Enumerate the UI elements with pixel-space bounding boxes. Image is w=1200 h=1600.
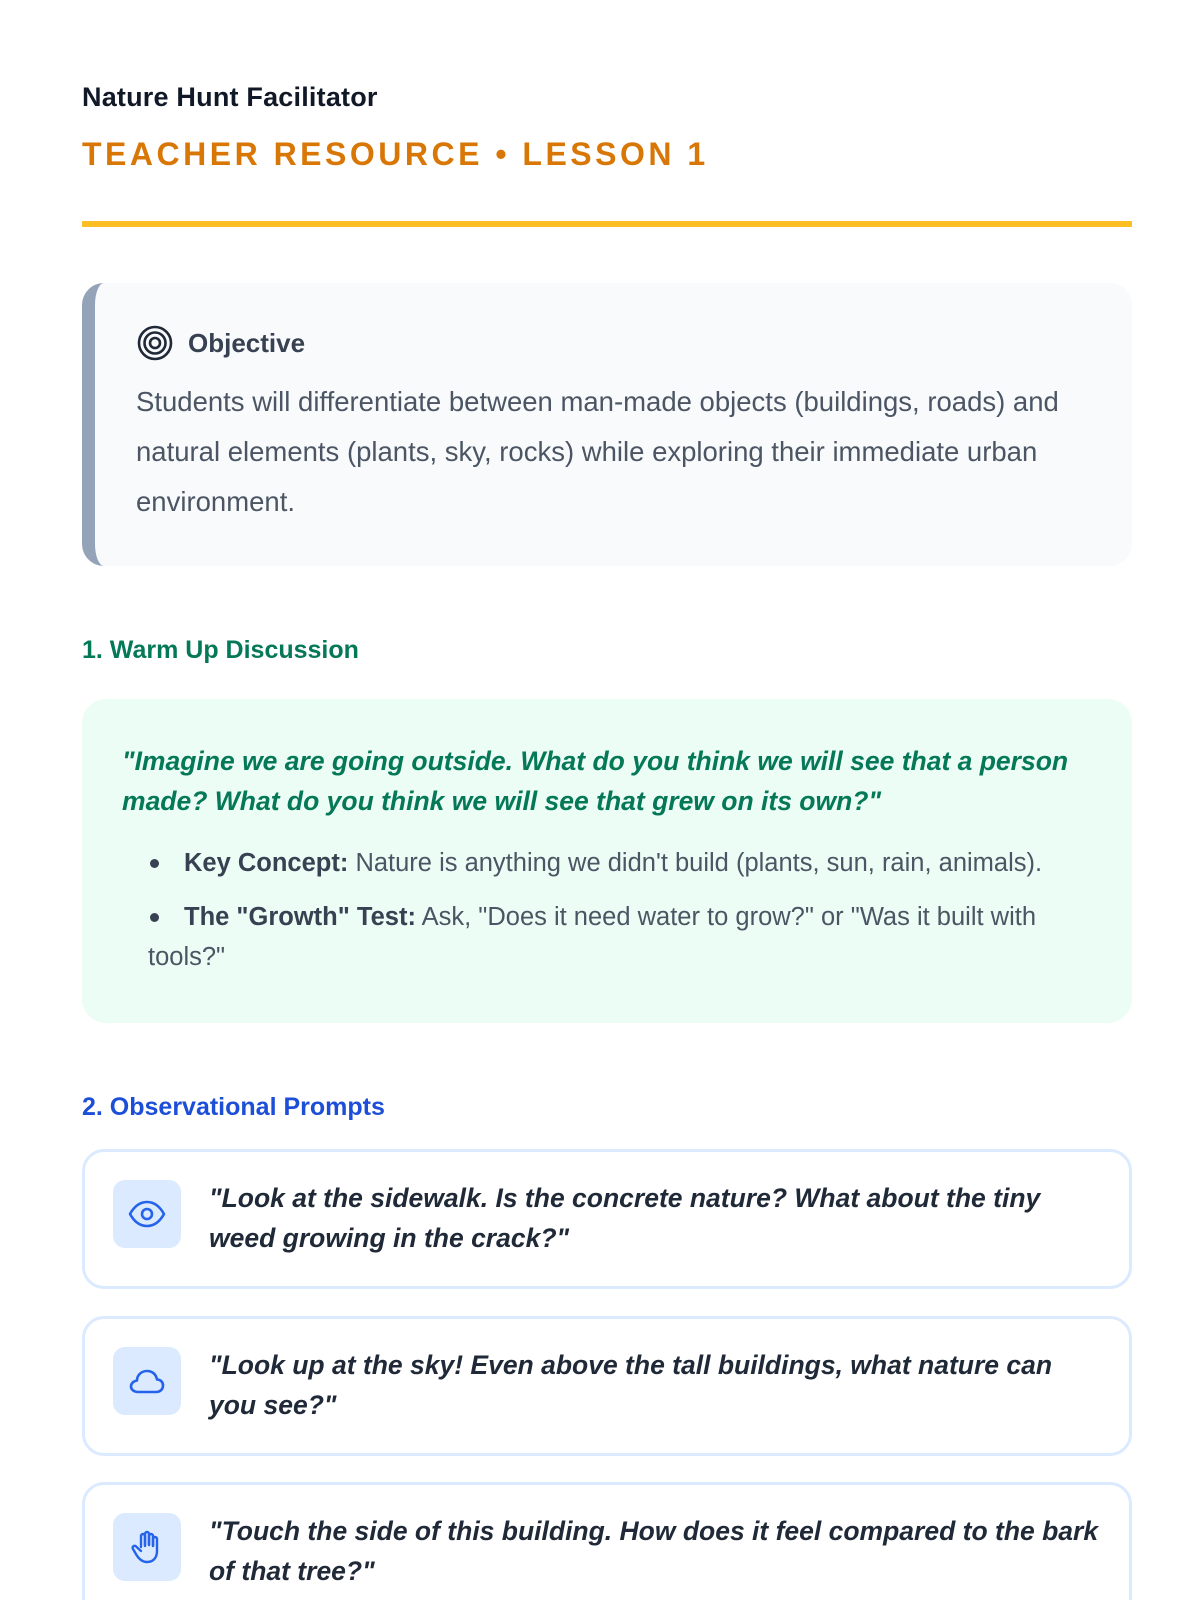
target-icon: [136, 324, 174, 362]
warmup-quote: "Imagine we are going outside. What do you think we will see that a person made? What do you think we will see that grew on its own?": [122, 746, 1069, 816]
prompt-card: [82, 1482, 1132, 1600]
prompt-text: "Touch the side of this building. How does it feel compared to the bark of that tree?": [209, 1516, 1099, 1586]
objective-title: Objective: [188, 327, 306, 358]
list-item: [122, 843, 1102, 883]
prompts-heading: 2. Observational Prompts: [82, 1093, 385, 1121]
bullet-icon: [150, 859, 159, 868]
eye-icon: [113, 1180, 181, 1248]
prompt-text: "Look at the sidewalk. Is the concrete nature? What about the tiny weed growing in the crack?": [209, 1183, 1041, 1253]
warmup-heading: 1. Warm Up Discussion: [82, 636, 359, 664]
prompt-card: [82, 1316, 1132, 1456]
header-divider: [82, 221, 1132, 227]
warmup-list: [122, 843, 1102, 977]
list-item-label: Key Concept:: [184, 849, 349, 877]
lesson-subtitle: TEACHER RESOURCE • LESSON 1: [82, 136, 709, 172]
hand-icon: [113, 1513, 181, 1581]
objective-card: [82, 283, 1132, 566]
list-item-label: The "Growth" Test:: [184, 903, 416, 931]
objective-text: Students will differentiate between man-made objects (buildings, roads) and natural elements (plants, sky, rocks) while exploring their immediate urban environment.: [136, 386, 1059, 517]
bullet-icon: [150, 913, 159, 922]
prompt-card: [82, 1149, 1132, 1289]
app-title: Nature Hunt Facilitator: [82, 82, 378, 112]
objective-header: [136, 323, 1092, 363]
prompt-text: "Look up at the sky! Even above the tall buildings, what nature can you see?": [209, 1350, 1053, 1420]
cloud-icon: [113, 1347, 181, 1415]
list-item-text: Nature is anything we didn't build (plants, sun, rain, animals).: [348, 849, 1043, 877]
list-item: [122, 897, 1102, 977]
list-item-text: Ask, "Does it need water to grow?" or "Was it built with tools?": [148, 903, 1036, 971]
warmup-box: [82, 699, 1132, 1023]
